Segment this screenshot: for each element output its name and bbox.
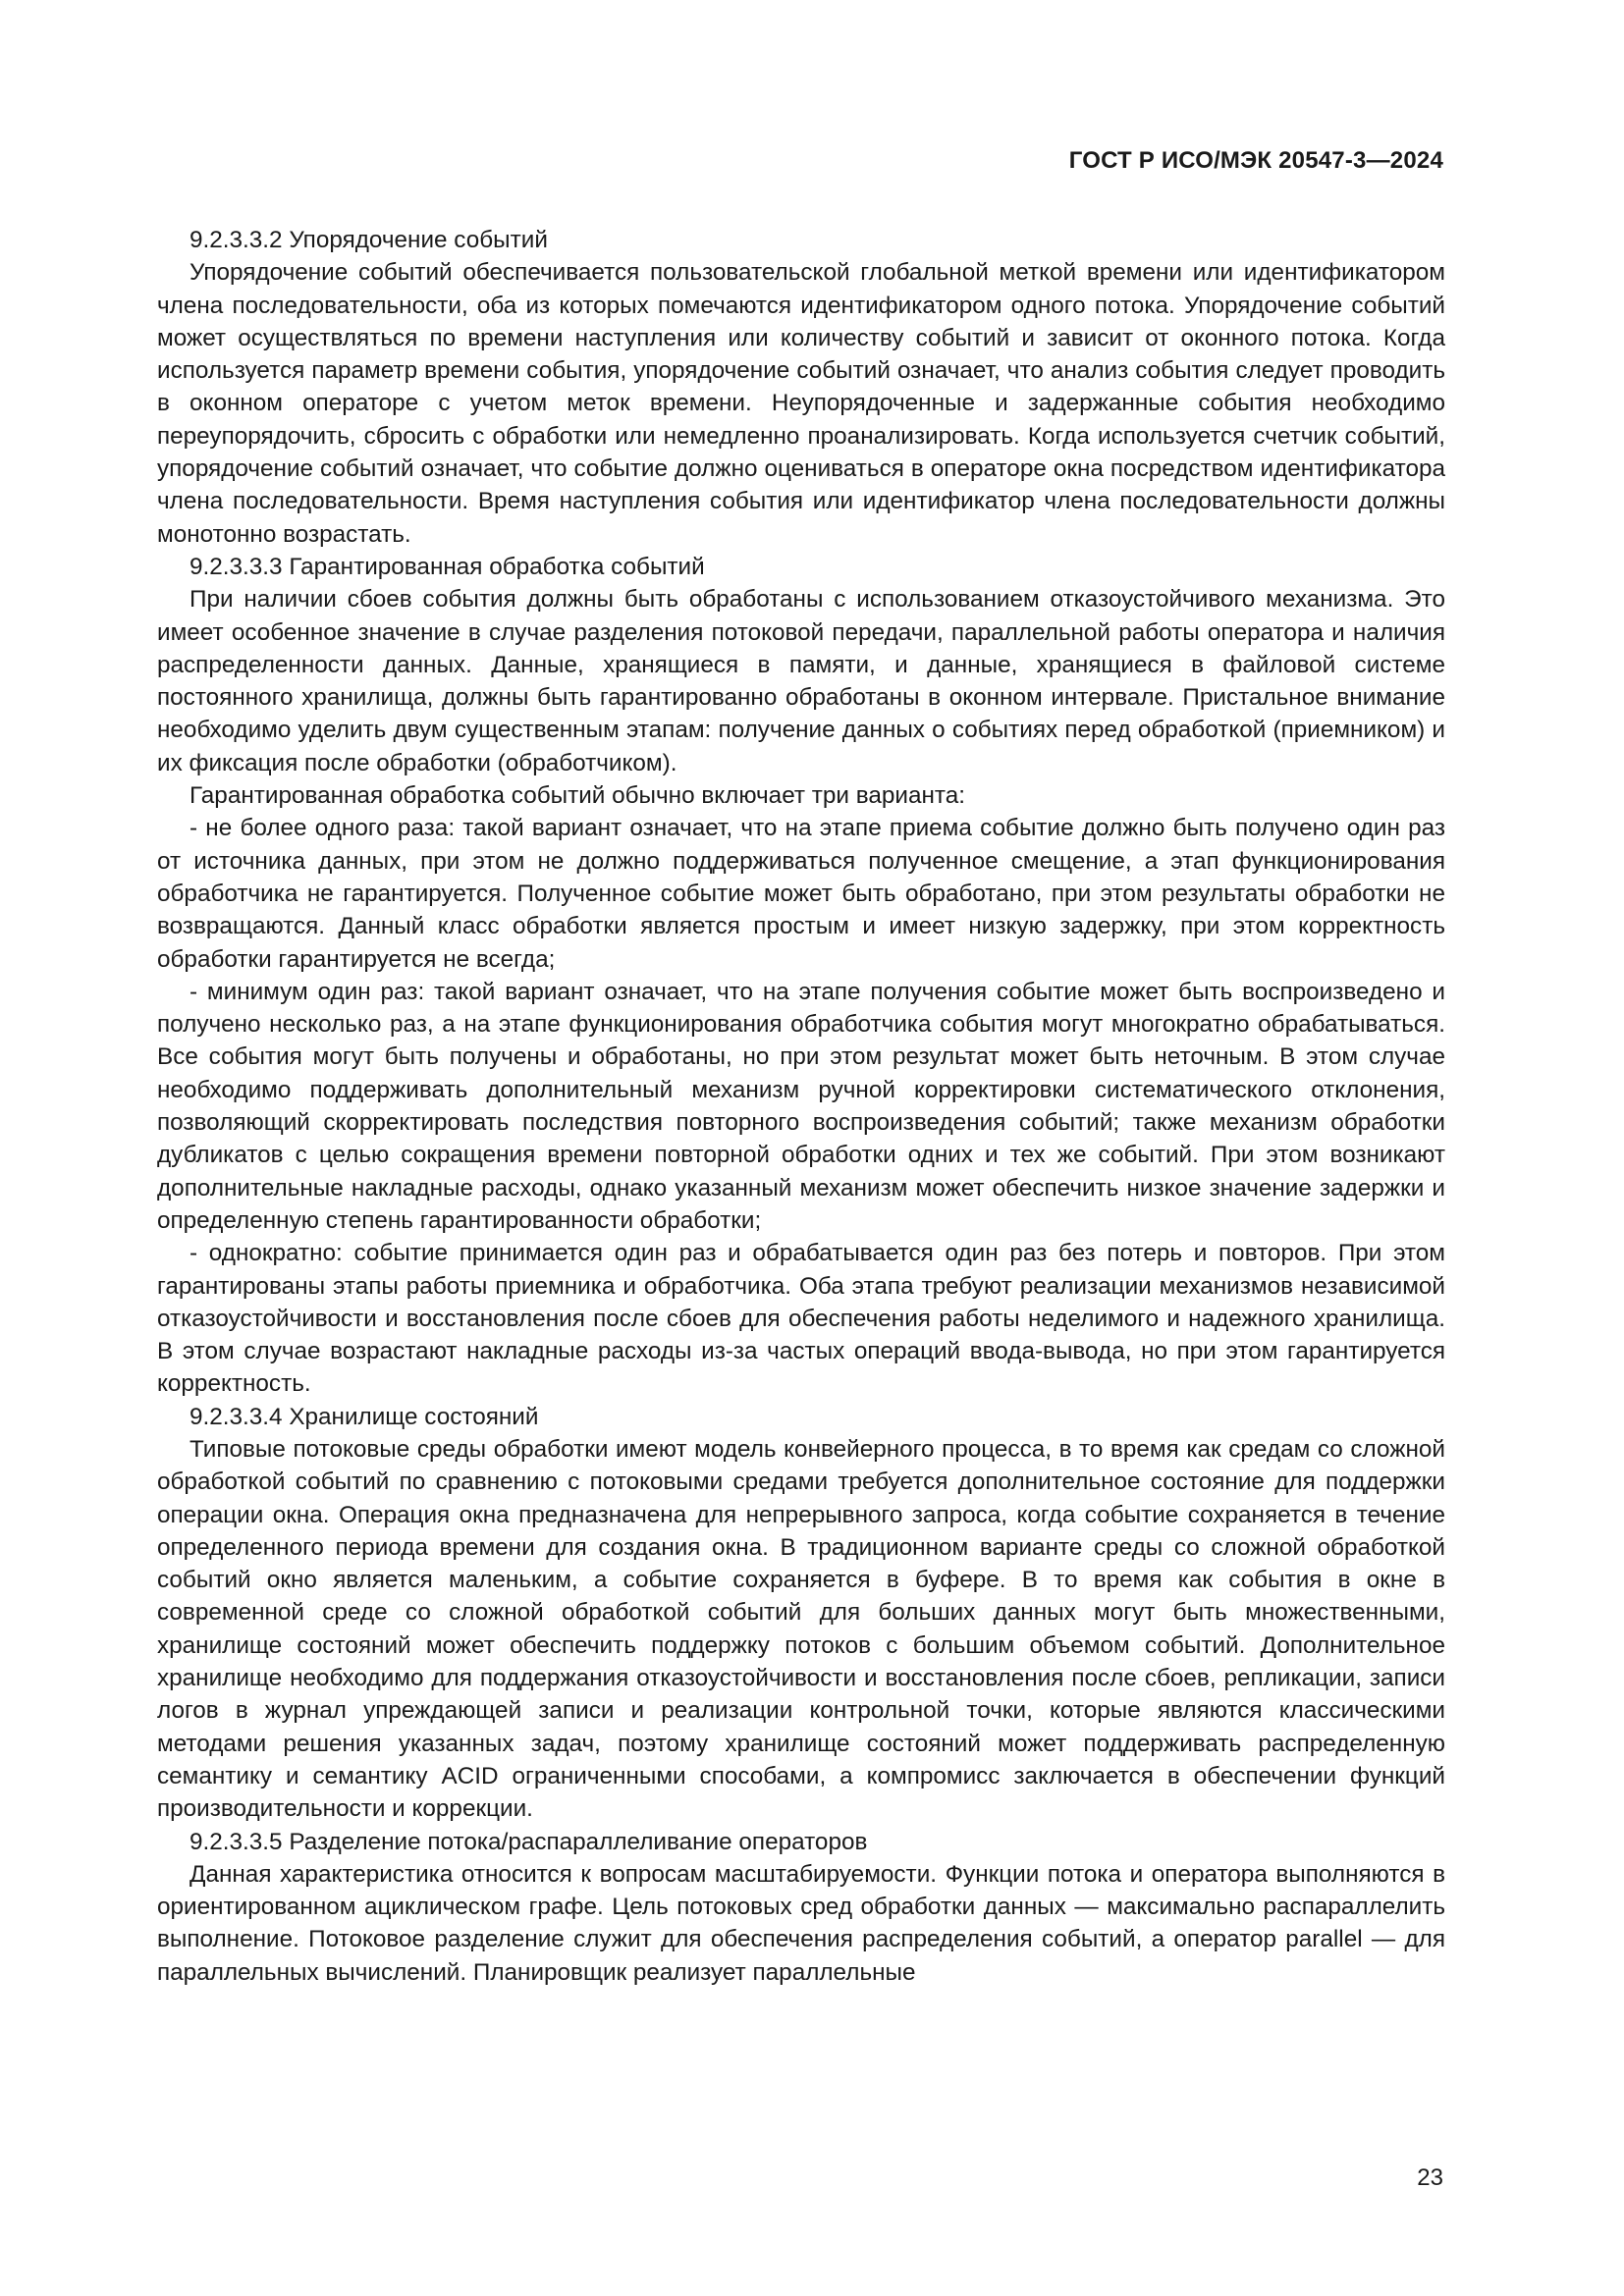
list-item: - не более одного раза: такой вариант означает, что на этапе приема событие должно быть получено один раз от источника данных, при этом не должно поддерживаться полученное смещение, а этап функционирования обработчика не гарантируется. Полученное событие может быть обработано, при этом результаты обработки не возвращаются. Данный класс обработки является простым и имеет низкую задержку, при этом корректность обработки гарантируется не всегда; <box>157 815 1445 973</box>
section-heading: 9.2.3.3.5 Разделение потока/распараллеливание операторов <box>189 1828 868 1855</box>
document-header: ГОСТ Р ИСО/МЭК 20547-3—2024 <box>1068 147 1443 174</box>
section-heading: 9.2.3.3.2 Упорядочение событий <box>189 227 548 253</box>
paragraph: Упорядочение событий обеспечивается пользовательской глобальной меткой времени или идентификатором члена последовательности, оба из которых помечаются идентификатором одного потока. Упорядочение событий может осуществляться по времени наступления или количеству событий и зависит от оконного потока. Когда используется параметр времени события, упорядочение событий означает, что анализ события следует проводить в оконном операторе с учетом меток времени. Неупорядоченные и задержанные события необходимо переупорядочить, сбросить с обработки или немедленно проанализировать. Когда используется счетчик событий, упорядочение событий означает, что событие должно оцениваться в операторе окна посредством идентификатора члена последовательности. Время наступления события или идентификатор члена последовательности должны монотонно возрастать. <box>157 259 1445 548</box>
paragraph: Данная характеристика относится к вопросам масштабируемости. Функции потока и оператора выполняются в ориентированном ациклическом графе. Цель потоковых сред обработки данных — максимально распараллелить выполнение. Потоковое разделение служит для обеспечения распределения событий, а оператор parallel — для параллельных вычислений. Планировщик реализует параллельные <box>157 1860 1445 1986</box>
paragraph: Типовые потоковые среды обработки имеют модель конвейерного процесса, в то время как средам со сложной обработкой событий по сравнению с потоковыми средами требуется дополнительное состояние для поддержки операции окна. Операция окна предназначена для непрерывного запроса, когда событие сохраняется в течение определенного периода времени для создания окна. В традиционном варианте среды со сложной обработкой событий окно является маленьким, а событие сохраняется в буфере. В то время как события в окне в современной среде со сложной обработкой событий для больших данных могут быть множественными, хранилище состояний может обеспечить поддержку потоков с большим объемом событий. Дополнительное хранилище необходимо для поддержания отказоустойчивости и восстановления после сбоев, репликации, записи логов в журнал упреждающей записи и реализации контрольной точки, которые являются классическими методами решения указанных задач, поэтому хранилище состояний может поддерживать распределенную семантику и семантику ACID ограниченными способами, а компромисс заключается в обеспечении функций производительности и коррекции. <box>157 1435 1445 1823</box>
list-item: - минимум один раз: такой вариант означает, что на этапе получения событие может быть воспроизведено и получено несколько раз, а на этапе функционирования обработчика события могут многократно обрабатываться. Все события могут быть получены и обработаны, но при этом результат может быть неточным. В этом случае необходимо поддерживать дополнительный механизм ручной корректировки систематического отклонения, позволяющий скорректировать последствия повторного воспроизведения событий; также механизм обработки дубликатов с целью сокращения времени повторной обработки одних и тех же событий. При этом возникают дополнительные накладные расходы, однако указанный механизм может обеспечить низкое значение задержки и определенную степень гарантированности обработки; <box>157 978 1445 1234</box>
paragraph: Гарантированная обработка событий обычно включает три варианта: <box>189 782 966 810</box>
list-item: - однократно: событие принимается один раз и обрабатывается один раз без потерь и повторов. При этом гарантированы этапы работы приемника и обработчика. Оба этапа требуют реализации механизмов независимой отказоустойчивости и восстановления после сбоев для обеспечения работы неделимого и надежного хранилища. В этом случае возрастают накладные расходы из-за частых операций ввода-вывода, но при этом гарантируется корректность. <box>157 1240 1445 1398</box>
paragraph: При наличии сбоев события должны быть обработаны с использованием отказоустойчивого механизма. Это имеет особенное значение в случае разделения потоковой передачи, параллельной работы оператора и наличия распределенности данных. Данные, хранящиеся в памяти, и данные, хранящиеся в файловой системе постоянного хранилища, должны быть гарантированно обработаны в оконном интервале. Пристальное внимание необходимо уделить двум существенным этапам: получение данных о событиях перед обработкой (приемником) и их фиксация после обработки (обработчиком). <box>157 586 1445 776</box>
section-heading: 9.2.3.3.3 Гарантированная обработка событий <box>189 553 705 580</box>
page-number: 23 <box>1417 2164 1443 2191</box>
document-body <box>157 224 1445 1989</box>
section-heading: 9.2.3.3.4 Хранилище состояний <box>189 1403 539 1430</box>
